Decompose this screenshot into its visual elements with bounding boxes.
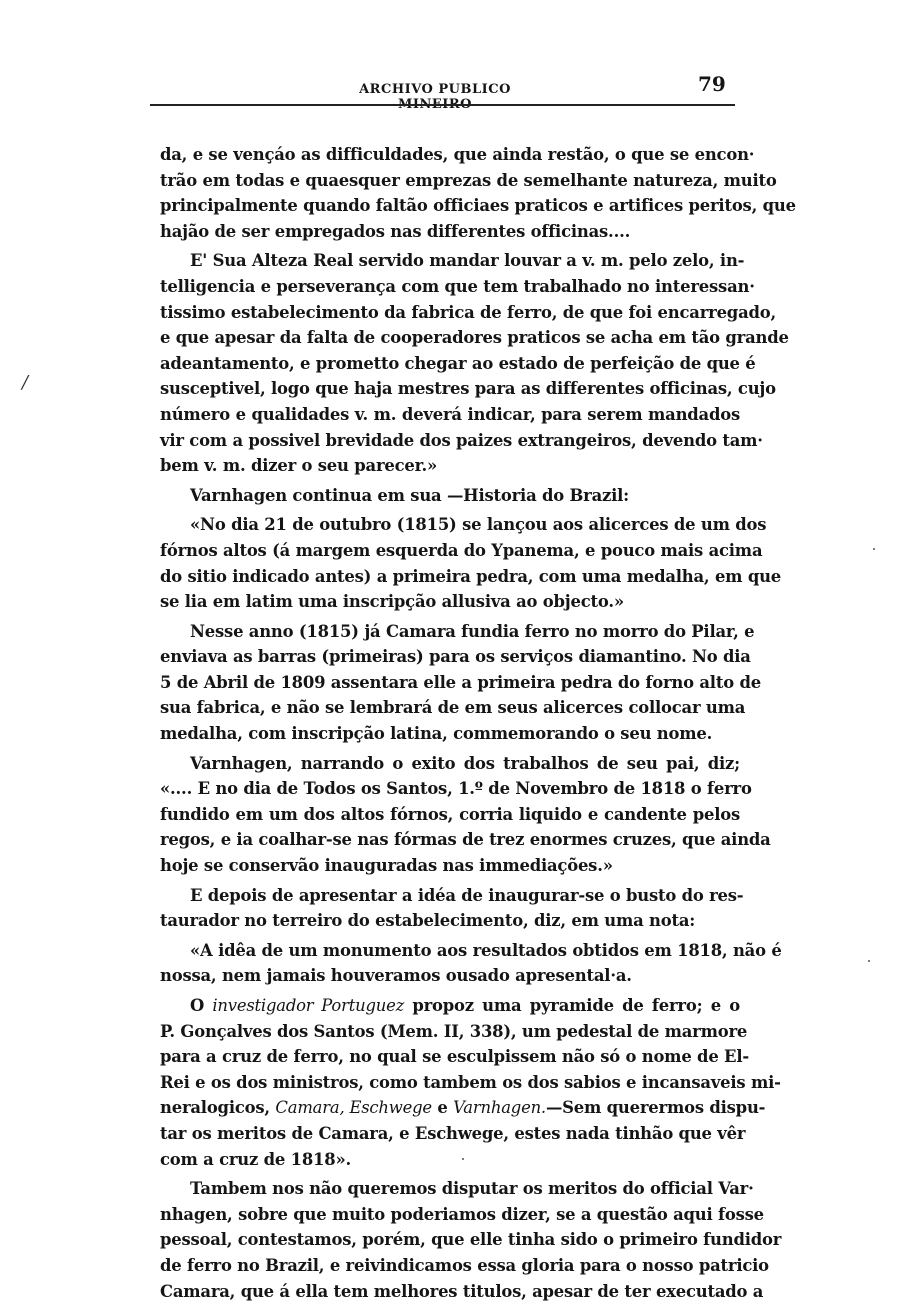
page-body xyxy=(160,142,796,1304)
text-line: da, e se vençáo as difficuldades, que ainda restão, o que se encon· xyxy=(160,145,755,164)
text-line: «A idêa de um monumento aos resultados obtidos em 1818, não é xyxy=(190,940,782,960)
text-line: E' Sua Alteza Real servido mandar louvar a v. m. pelo zelo, in- xyxy=(190,251,745,271)
paragraph xyxy=(160,883,744,934)
text-line: «.... E no dia de Todos os Santos, 1.º de Novembro de 1818 o ferro xyxy=(160,779,752,799)
text-line: sua fabrica, e não se lembrará de em seus alicerces collocar uma xyxy=(160,698,746,718)
text-run: neralogicos, xyxy=(160,1098,276,1118)
paper-speck xyxy=(873,548,875,550)
text-line: com a cruz de 1818». xyxy=(160,1149,351,1169)
paragraph xyxy=(160,142,796,244)
text-line: P. Gonçalves dos Santos (Mem. II, 338), um pedestal de marmore xyxy=(160,1021,748,1041)
paragraph xyxy=(160,993,781,1172)
text-line: «No dia 21 de outubro (1815) se lançou aos alicerces de um dos xyxy=(190,515,767,535)
text-line: de ferro no Brazil, e reivindicamos essa gloria para o nosso patricio xyxy=(160,1255,769,1275)
page-number: 79 xyxy=(698,72,726,96)
text-line: fundido em um dos altos fórnos, corria liquido e candente pelos xyxy=(160,804,740,824)
text-line: E depois de apresentar a idéa de inaugurar-se o busto do res- xyxy=(190,885,744,905)
paragraph xyxy=(160,512,782,614)
text-line: regos, e ia coalhar-se nas fórmas de trez enormes cruzes, que ainda xyxy=(160,830,771,850)
margin-mark: / xyxy=(22,372,29,393)
text-line: telligencia e perseverança com que tem trabalhado no interessan· xyxy=(160,276,755,296)
text-line: principalmente quando faltão officiaes praticos e artifices peritos, que xyxy=(160,196,796,216)
text-line: e que apesar da falta de cooperadores praticos se acha em tão grande xyxy=(160,328,789,348)
text-run: —Sem querermos dispu- xyxy=(545,1098,766,1118)
text-line: bem v. m. dizer o seu parecer.» xyxy=(160,456,438,476)
text-line: susceptivel, logo que haja mestres para as differentes officinas, cujo xyxy=(160,379,776,399)
text-line: enviava as barras (primeiras) para os serviços diamantino. No dia xyxy=(160,647,751,667)
paragraph xyxy=(160,938,782,989)
italic-text: investigador Portuguez xyxy=(212,996,405,1015)
text-line: trão em todas e quaesquer emprezas de semelhante natureza, muito xyxy=(160,170,777,190)
italic-text: Varnhagen. xyxy=(453,1098,546,1118)
text-line: tar os meritos de Camara, e Eschwege, estes nada tinhão que vêr xyxy=(160,1123,746,1143)
page-header xyxy=(150,72,735,112)
text-run: e xyxy=(431,1098,454,1118)
text-line: pessoal, contestamos, porém, que elle tinha sido o primeiro fundidor xyxy=(160,1230,782,1250)
paragraph xyxy=(160,1176,782,1304)
text-line: se lia em latim uma inscripção allusiva ao objecto.» xyxy=(160,592,624,612)
text-line: para a cruz de ferro, no qual se esculpissem não só o nome de El- xyxy=(160,1047,749,1067)
text-line: Camara, que á ella tem melhores titulos, apesar de ter executado a xyxy=(160,1281,764,1301)
text-line: vir com a possivel brevidade dos paizes extrangeiros, devendo tam· xyxy=(160,430,763,450)
header-rule xyxy=(150,104,735,106)
text-line: do sitio indicado antes) a primeira pedra, com uma medalha, em que xyxy=(160,566,782,586)
paragraph xyxy=(160,751,771,879)
text-line: medalha, com inscripção latina, commemorando o seu nome. xyxy=(160,724,713,744)
text-line: nhagen, sobre que muito poderiamos dizer, se a questão aqui fosse xyxy=(160,1204,764,1224)
italic-text: Camara, Eschwege xyxy=(275,1098,432,1118)
text-line: hoje se conservão inauguradas nas immediações.» xyxy=(160,856,613,876)
text-line xyxy=(160,1095,766,1121)
text-line: número e qualidades v. m. deverá indicar, para serem mandados xyxy=(160,404,740,424)
text-line: Varnhagen continua em sua —Historia do Brazil: xyxy=(190,485,630,505)
text-line: 5 de Abril de 1809 assentara elle a primeira pedra do forno alto de xyxy=(160,672,761,692)
text-line: hajão de ser empregados nas differentes officinas.... xyxy=(160,221,631,241)
running-head: ARCHIVO PUBLICO MINEIRO xyxy=(359,82,511,112)
text-line xyxy=(160,993,740,1019)
text-run: O xyxy=(190,996,213,1015)
paragraph xyxy=(160,483,740,509)
text-line: taurador no terreiro do estabelecimento, diz, em uma nota: xyxy=(160,911,696,931)
text-line: Varnhagen, narrando o exito dos trabalhos de seu pai, diz; xyxy=(190,753,740,773)
text-line: Nesse anno (1815) já Camara fundia ferro no morro do Pilar, e xyxy=(190,621,755,641)
text-line: adeantamento, e prometto chegar ao estado de perfeição de que é xyxy=(160,353,756,373)
text-run: propoz uma pyramide de ferro; e o xyxy=(404,996,740,1015)
text-line: fórnos altos (á margem esquerda do Ypanema, e pouco mais acima xyxy=(160,540,763,560)
paper-speck xyxy=(868,960,870,962)
text-line: Rei e os dos ministros, como tambem os dos sabios e incansaveis mi- xyxy=(160,1072,781,1092)
text-line: Tambem nos não queremos disputar os meritos do official Var· xyxy=(190,1179,754,1199)
paragraph xyxy=(160,248,789,478)
text-line: tissimo estabelecimento da fabrica de ferro, de que foi encarregado, xyxy=(160,302,776,322)
text-line: nossa, nem jamais houveramos ousado apresental·a. xyxy=(160,966,632,986)
paper-speck xyxy=(462,1158,464,1160)
paragraph xyxy=(160,619,761,747)
